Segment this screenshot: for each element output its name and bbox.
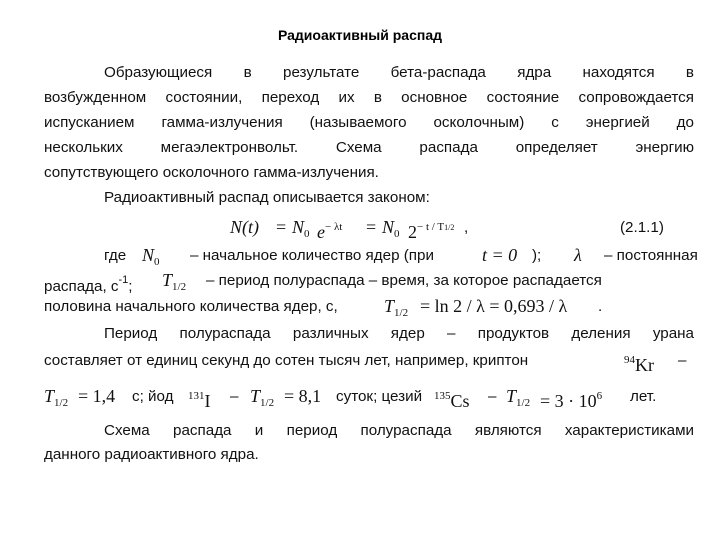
text-image [44, 56, 698, 468]
paragraph-line: возбужденном состоянии, переход их в основное состояние сопровождается [44, 89, 694, 106]
slide-title: Радиоактивный распад [277, 27, 442, 43]
definition-line: половина начального количества ядер, с, $T_{1/2}$ = ln 2 / λ = 0,693 / λ . [44, 296, 603, 319]
definition-line: распада, $с^{-1}$; $T_{1/2}$ – период полураспада – время, за которое распадается [44, 270, 602, 295]
formula-lhs: N(t) [230, 217, 259, 237]
paragraph-line: Радиоактивный распад описывается законом: [104, 189, 430, 206]
paragraph-line: сопутствующего осколочного гамма-излучения. [44, 164, 379, 181]
paragraph-line: испусканием гамма-излучения (называемого осколочным) с энергией до [44, 114, 694, 131]
paragraph-line: Схема распада и период полураспада являются характеристиками [104, 422, 694, 439]
paragraph-line: Образующиеся в результате бета-распада ядра находятся в [104, 64, 694, 81]
paragraph-line: составляет от единиц секунд до сотен тысяч лет, например, криптон $^{94}$Kr – [44, 352, 687, 375]
paragraph-line: нескольких мегаэлектронвольт. Схема распада определяет энергию [44, 139, 694, 156]
equation-number: (2.1.1) [620, 219, 664, 236]
decay-law-formula: N(t) = $N_0$ $e^{- \lambda t}$ = $N_0$ $2^{- t / T1/2}$ , (2.1.1) [230, 217, 664, 242]
paragraph-line: $T_{1/2}$ = 1,4 с; йод $^{131}$I – $T_{1/2}$ = 8,1 суток; цезий $^{135}$Cs – $T_{1/2}$ = $3 \cdot 10^6$ лет. [44, 386, 657, 411]
definition-line: где $N_0$ – начальное количество ядер (при t = 0 ); λ – постоянная [104, 245, 698, 268]
paragraph-line: данного радиоактивного ядра. [44, 446, 259, 463]
paragraph-line: Период полураспада различных ядер – продуктов деления урана [104, 325, 694, 342]
